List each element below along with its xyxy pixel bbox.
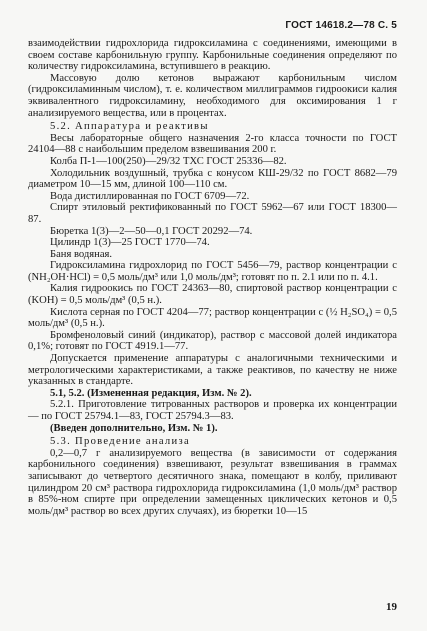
item-burette: Бюретка 1(3)—2—50—0,1 ГОСТ 20292—74. [50, 225, 253, 237]
section-heading-analysis: 5.3. Проведение анализа [50, 436, 190, 448]
item-water-bath: Баня водяная. [50, 248, 113, 260]
paragraph-titrated-solutions: 5.2.1. Приготовление титрованных растворов и проверка их концентрации — по ГОСТ 25794.1—83, ГОСТ 25794.3—83. [28, 399, 397, 422]
document-body [28, 38, 397, 517]
paragraph-procedure: 0,2—0,7 г анализируемого вещества (в зависимости от содержания карбонильного соединения) взвешивают, результат взвешивания в граммах записывают до четвертого десятичного знака, помещают в колбу, приливают цилиндром 20 см³ раствора гидрохлорида гидроксиламина (1,0 моль/дм³ раствор в 85%-ном спирте при определении замещенных циклических кетонов и 0,5 моль/дм³ раствор во всех других случаях), из бюретки 10—15 [28, 447, 397, 517]
page-header: ГОСТ 14618.2—78 С. 5 [285, 20, 397, 31]
page-number: 19 [386, 601, 397, 613]
item-sulfuric-acid: Кислота серная по ГОСТ 4204—77; раствор концентрации c (½ H₂SO₄) = 0,5 моль/дм³ (0,5 н.). [28, 306, 397, 330]
section-heading-apparatus: 5.2. Аппаратура и реактивы [50, 121, 209, 133]
amendment-note-1: (Введен дополнительно, Изм. № 1). [50, 422, 218, 434]
item-water: Вода дистиллированная по ГОСТ 6709—72. [50, 190, 250, 202]
paragraph-continuation: взаимодействии гидрохлорида гидроксиламина с соединениями, имеющими в своем составе карбонильную группу. Карбонильные соединения определяют по количеству гидроксиламина, вступившего в реакцию. [28, 38, 397, 73]
item-flask: Колба П-1—100(250)—29/32 ТХС ГОСТ 25336—82. [50, 155, 287, 167]
item-indicator: Бромфеноловый синий (индикатор), раствор с массовой долей индикатора 0,1%; готовят по ГОСТ 4919.1—77. [28, 329, 397, 353]
item-condenser: Холодильник воздушный, трубка с конусом КШ-29/32 по ГОСТ 8682—79 диаметром 10—15 мм, длиной 100—110 см. [28, 167, 397, 191]
paragraph-permitted: Допускается применение аппаратуры с аналогичными техническими и метрологическими характеристиками, а также реактивов, по качеству не ниже указанных в стандарте. [28, 353, 397, 388]
item-ethanol: Спирт этиловый ректификованный по ГОСТ 5962—67 или ГОСТ 18300—87. [28, 202, 397, 225]
amendment-note-2: 5.1, 5.2. (Измененная редакция, Изм. № 2). [50, 387, 252, 399]
item-potassium-hydroxide: Калия гидроокись по ГОСТ 24363—80, спиртовой раствор концентрации c (KOH) = 0,5 моль/дм³ (0,5 н.). [28, 283, 397, 307]
item-hydroxylamine: Гидроксиламина гидрохлорид по ГОСТ 5456—79, раствор концентрации c (NH₂OH·HCl) = 0,5 моль/дм³ или 1,0 моль/дм³; готовят по п. 2.1 или по п. 4.1. [28, 260, 397, 283]
item-cylinder: Цилиндр 1(3)—25 ГОСТ 1770—74. [50, 237, 210, 249]
item-scales: Весы лабораторные общего назначения 2-го класса точности по ГОСТ 24104—88 с наибольшим пределом взвешивания 200 г. [28, 132, 397, 156]
paragraph-mass-fraction: Массовую долю кетонов выражают карбонильным числом (гидроксиламинным числом), т. е. количеством миллиграммов гидроокиси калия эквивалентного гидроксиламину, необходимого для оксимирования 1 г анализируемого вещества, или в процентах. [28, 72, 397, 119]
